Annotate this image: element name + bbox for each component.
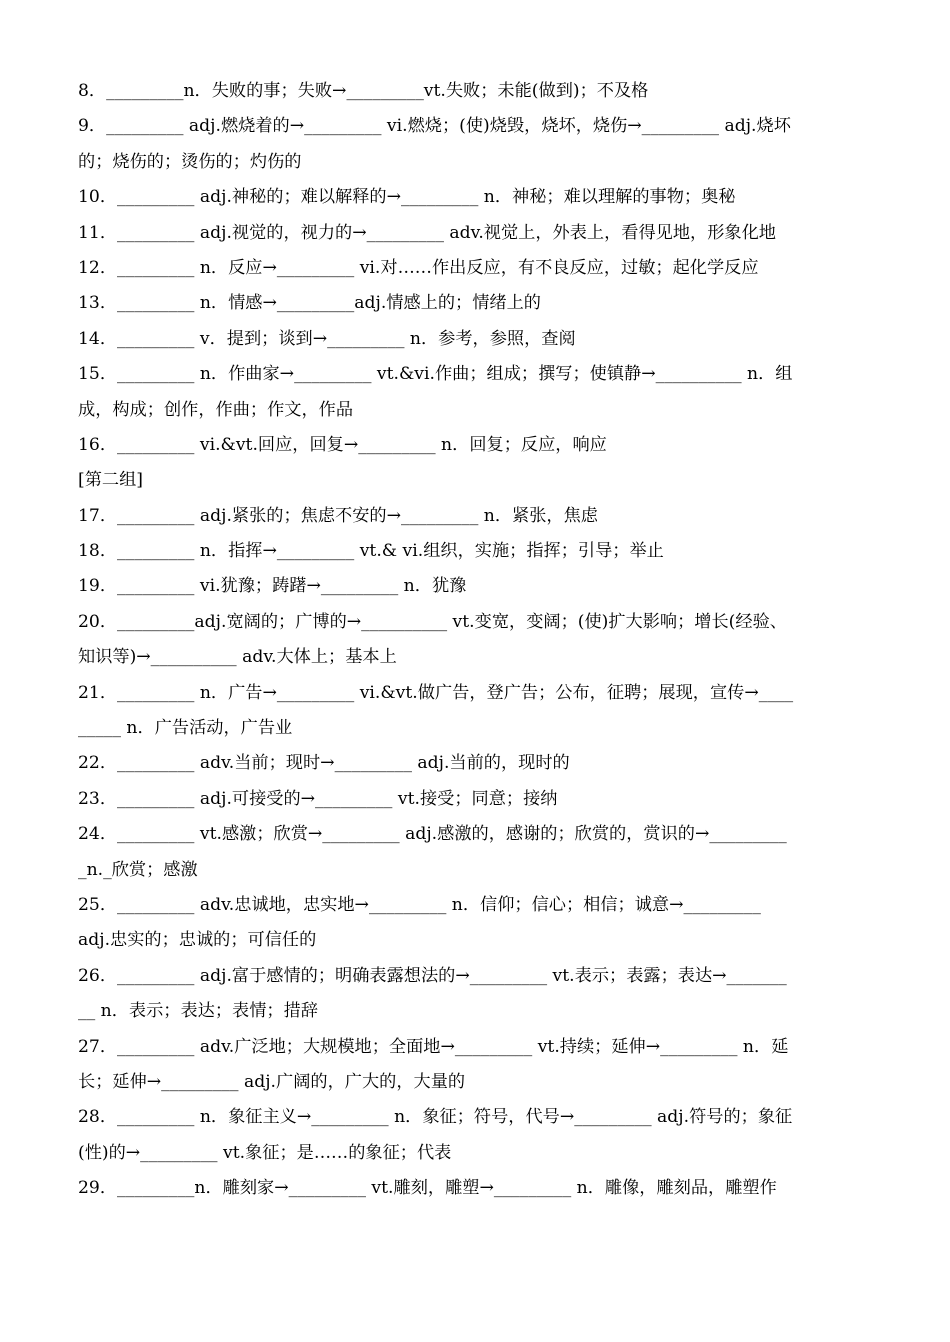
text-line-20: 22．_________ adv.当前；现时→_________ adj.当前的，现时的 <box>78 753 570 774</box>
text-line-16: 20．_________adj.宽阔的；广博的→__________ vt.变宽，变阔；(使)扩大影响；增长(经验、 <box>78 611 787 632</box>
text-line-25: adj.忠实的；忠诚的；可信任的 <box>78 930 317 951</box>
text-line-32: 29．_________n．雕刻家→_________ vt.雕刻，雕塑→_________ n．雕像，雕刻品，雕塑作 <box>78 1178 777 1199</box>
text-line-22: 24．_________ vt.感激；欣赏→_________ adj.感激的，感谢的；欣赏的，赏识的→_________ <box>78 824 787 845</box>
text-line-28: 27．_________ adv.广泛地；大规模地；全面地→_________ vt.持续；延伸→_________ n．延 <box>78 1036 789 1057</box>
text-line-2: 9．_________ adj.燃烧着的→_________ vi.燃烧；(使)烧毁，烧坏，烧伤→_________ adj.烧坏 <box>78 116 791 137</box>
text-line-4: 10．_________ adj.神秘的；难以解释的→_________ n．神秘；难以理解的事物；奥秘 <box>78 187 736 208</box>
text-line-21: 23．_________ adj.可接受的→_________ vt.接受；同意；接纳 <box>78 788 558 809</box>
text-line-14: 18．_________ n．指挥→_________ vt.& vi.组织，实施；指挥；引导；举止 <box>78 541 664 562</box>
text-line-8: 14．_________ v．提到；谈到→_________ n．参考，参照，查阅 <box>78 328 576 349</box>
text-line-3: 的；烧伤的；烫伤的；灼伤的 <box>78 151 302 172</box>
text-line-5: 11．_________ adj.视觉的，视力的→_________ adv.视觉上，外表上，看得见地，形象化地 <box>78 222 776 243</box>
section-heading: [第二组] <box>78 470 143 491</box>
text-line-18: 21．_________ n．广告→_________ vi.&vt.做广告，登广告；公布，征聘；展现，宣传→____ <box>78 682 794 703</box>
text-line-13: 17．_________ adj.紧张的；焦虑不安的→_________ n．紧张，焦虑 <box>78 505 598 526</box>
text-line-23: _n._欣赏；感激 <box>78 859 198 880</box>
text-line-10: 成，构成；创作，作曲；作文，作品 <box>78 399 354 420</box>
text-line-7: 13．_________ n．情感→_________adj.情感上的；情绪上的 <box>78 293 541 314</box>
text-line-24: 25．_________ adv.忠诚地，忠实地→_________ n．信仰；信心；相信；诚意→_________ <box>78 894 761 915</box>
text-line-6: 12．_________ n．反应→_________ vi.对……作出反应，有不良反应，过敏；起化学反应 <box>78 257 759 278</box>
text-line-15: 19．_________ vi.犹豫；踌躇→_________ n．犹豫 <box>78 576 467 597</box>
text-line-26: 26．_________ adj.富于感情的；明确表露想法的→_________ vt.表示；表露；表达→_______ <box>78 965 787 986</box>
text-line-31: (性)的→_________ vt.象征；是……的象征；代表 <box>78 1142 452 1163</box>
vocabulary-exercise-page <box>78 74 872 1207</box>
text-line-17: 知识等)→__________ adv.大体上；基本上 <box>78 647 397 668</box>
text-line-27: __ n．表示；表达；表情；措辞 <box>78 1001 318 1022</box>
text-line-30: 28．_________ n．象征主义→_________ n．象征；符号，代号→_________ adj.符号的；象征 <box>78 1107 793 1128</box>
text-line-9: 15．_________ n．作曲家→_________ vt.&vi.作曲；组成；撰写；使镇静→__________ n．组 <box>78 364 793 385</box>
text-line-11: 16．_________ vi.&vt.回应，回复→_________ n．回复；反应，响应 <box>78 434 607 455</box>
text-line-19: _____ n．广告活动，广告业 <box>78 718 293 739</box>
text-line-29: 长；延伸→_________ adj.广阔的，广大的，大量的 <box>78 1071 466 1092</box>
text-line-1: 8．_________n．失败的事；失败→_________vt.失败；未能(做到)；不及格 <box>78 81 649 101</box>
